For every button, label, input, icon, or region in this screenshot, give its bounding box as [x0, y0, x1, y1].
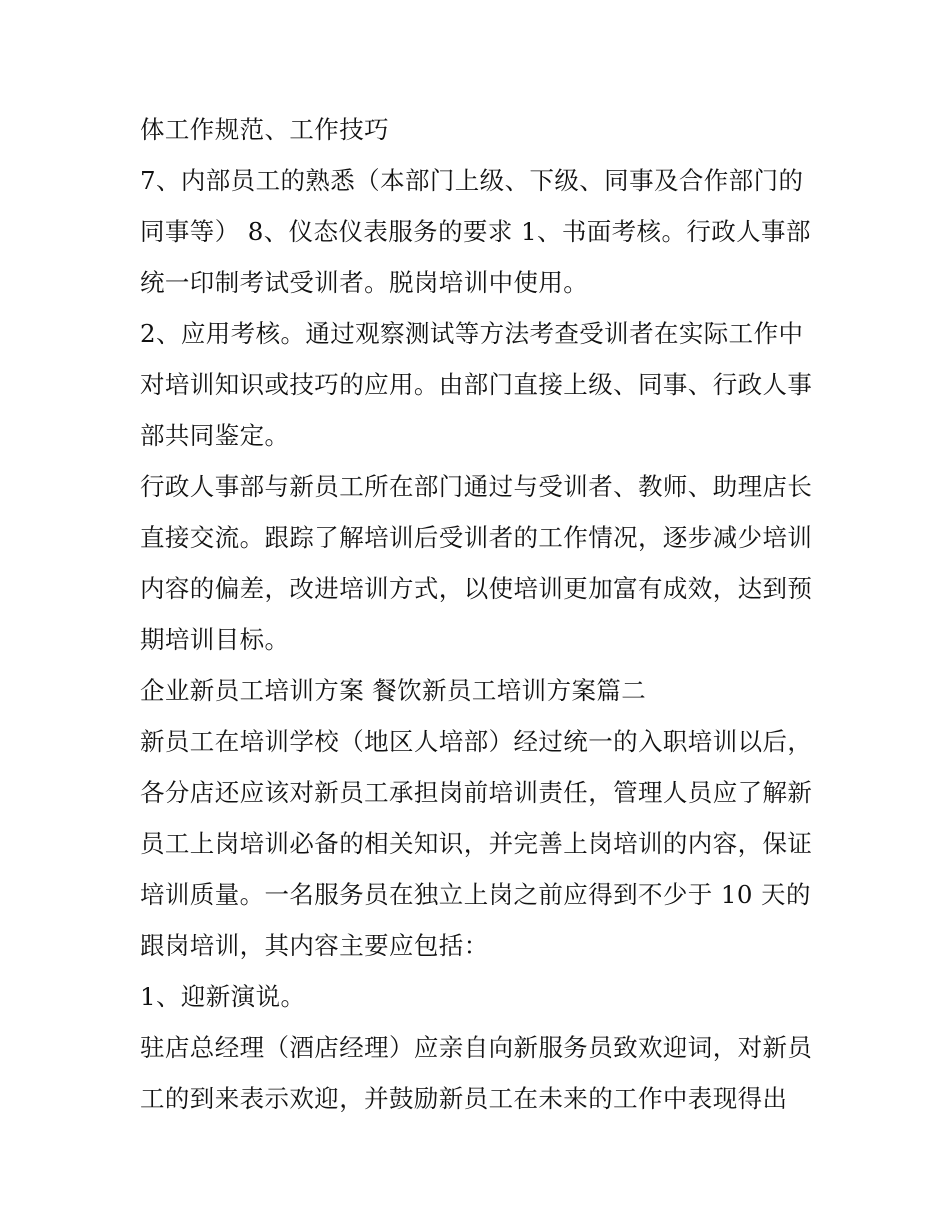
- text-line: 内容的偏差，改进培训方式，以使培训更加富有成效，达到预: [140, 574, 813, 603]
- text-line: 对培训知识或技巧的应用。由部门直接上级、同事、行政人事: [140, 370, 813, 399]
- text-line: 行政人事部与新员工所在部门通过与受训者、教师、助理店长: [140, 472, 813, 501]
- text-line: 各分店还应该对新员工承担岗前培训责任，管理人员应了解新: [140, 778, 813, 807]
- text-line: 直接交流。跟踪了解培训后受训者的工作情况，逐步减少培训: [140, 523, 813, 552]
- text-line: 1、迎新演说。: [140, 982, 306, 1011]
- text-line: 期培训目标。: [140, 625, 290, 654]
- text-line: 部共同鉴定。: [140, 421, 290, 450]
- text-line: 统一印制考试受训者。脱岗培训中使用。: [140, 268, 589, 297]
- text-line: 7、内部员工的熟悉（本部门上级、下级、同事及合作部门的: [140, 166, 804, 195]
- text-line: 新员工在培训学校（地区人培部）经过统一的入职培训以后，: [140, 727, 813, 756]
- text-line: 2、应用考核。通过观察测试等方法考查受训者在实际工作中: [140, 319, 804, 348]
- text-line: 工的到来表示欢迎，并鼓励新员工在未来的工作中表现得出: [140, 1084, 788, 1113]
- text-line: 体工作规范、工作技巧: [140, 115, 389, 144]
- text-line: 培训质量。一名服务员在独立上岗之前应得到不少于 10 天的: [140, 880, 811, 909]
- text-line: 同事等） 8、仪态仪表服务的要求 1、书面考核。行政人事部: [140, 217, 811, 246]
- text-line: 驻店总经理（酒店经理）应亲自向新服务员致欢迎词，对新员: [140, 1033, 813, 1062]
- section-heading: 企业新员工培训方案 餐饮新员工培训方案篇二: [140, 676, 647, 705]
- text-line: 跟岗培训，其内容主要应包括：: [140, 931, 489, 960]
- document-body: [140, 104, 830, 1124]
- text-line: 员工上岗培训必备的相关知识，并完善上岗培训的内容，保证: [140, 829, 813, 858]
